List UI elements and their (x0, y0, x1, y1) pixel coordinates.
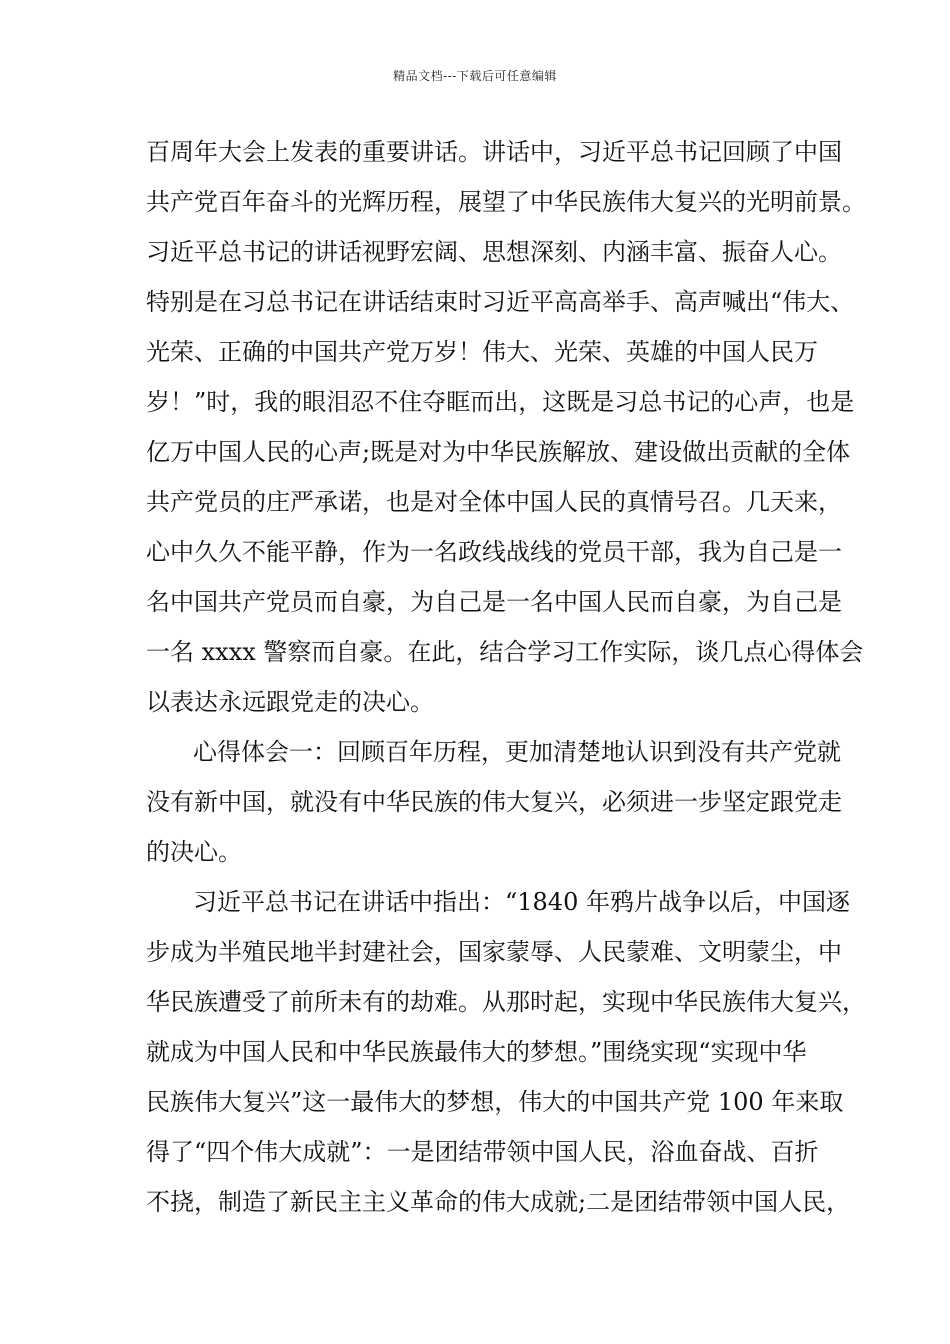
text-line-4: 特别是在习总书记在讲话结束时习近平高高举手、高声喊出“伟大、 (146, 288, 855, 316)
text-line-9: 心中久久不能平静，作为一名政线战线的党员干部，我为自己是一 (146, 538, 842, 566)
text-line-12: 以表达永远跟党走的决心。 (146, 688, 434, 716)
section-heading-line-1: 心得体会一：回顾百年历程，更加清楚地认识到没有共产党就 (193, 738, 841, 766)
text-line-7: 亿万中国人民的心声;既是对为中华民族解放、建设做出贡献的全体 (146, 438, 851, 466)
text-line-6: 岁！”时，我的眼泪忍不住夺眶而出，这既是习总书记的心声，也是 (146, 388, 855, 416)
text-line-21: 得了“四个伟大成就”：一是团结带领中国人民，浴血奋战、百折 (146, 1138, 819, 1166)
text-line-2: 共产党百年奋斗的光辉历程，展望了中华民族伟大复兴的光明前景。 (146, 188, 866, 216)
text-line-3: 习近平总书记的讲话视野宏阔、思想深刻、内涵丰富、振奋人心。 (146, 238, 842, 266)
text-line-8: 共产党员的庄严承诺，也是对全体中国人民的真情号召。几天来， (146, 488, 842, 516)
text-line-5: 光荣、正确的中国共产党万岁！伟大、光荣、英雄的中国人民万 (146, 338, 818, 366)
text-line-18: 华民族遭受了前所未有的劫难。从那时起，实现中华民族伟大复兴， (146, 988, 866, 1016)
text-line-19: 就成为中国人民和中华民族最伟大的梦想。”围绕实现“实现中华 (146, 1038, 807, 1066)
text-line-22: 不挠，制造了新民主主义革命的伟大成就;二是团结带领中国人民， (146, 1188, 851, 1216)
text-line-20: 民族伟大复兴”这一最伟大的梦想，伟大的中国共产党 100 年来取 (146, 1088, 844, 1116)
page-header: 精品文档---下载后可任意编辑 (393, 69, 557, 83)
text-line-10: 名中国共产党员而自豪，为自己是一名中国人民而自豪，为自己是 (146, 588, 842, 616)
section-heading-line-3: 的决心。 (146, 838, 242, 866)
text-line-16: 习近平总书记在讲话中指出：“1840 年鸦片战争以后，中国逐 (193, 888, 850, 916)
text-line-11: 一名 xxxx 警察而自豪。在此，结合学习工作实际，谈几点心得体会 (146, 638, 864, 666)
text-line-17: 步成为半殖民地半封建社会，国家蒙辱、人民蒙难、文明蒙尘，中 (146, 938, 842, 966)
text-line-1: 百周年大会上发表的重要讲话。讲话中，习近平总书记回顾了中国 (146, 138, 842, 166)
section-heading-line-2: 没有新中国，就没有中华民族的伟大复兴，必须进一步坚定跟党走 (146, 788, 842, 816)
